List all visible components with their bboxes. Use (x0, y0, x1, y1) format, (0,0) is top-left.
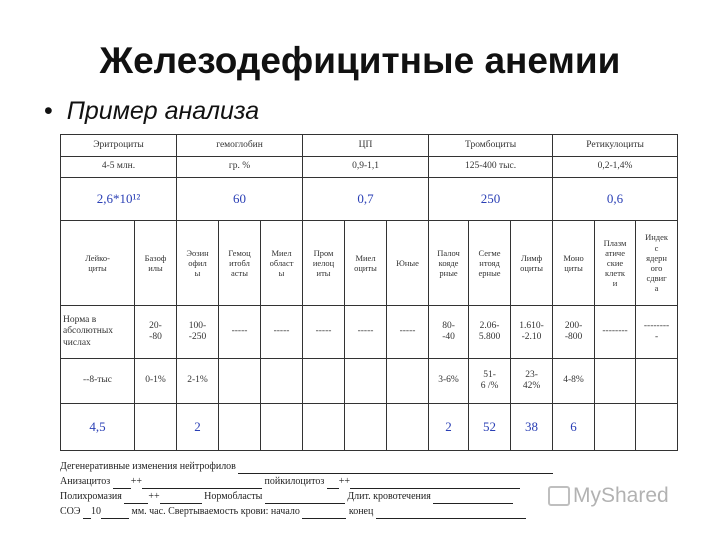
abs-norm-cell: 2.06- 5.800 (469, 306, 511, 359)
subheader-cell: Индек с ядерн ого сдвиг а (636, 221, 678, 306)
patient-value-cell: 6 (553, 404, 595, 451)
table-header-row (61, 135, 678, 157)
presentation-icon (548, 486, 570, 506)
patient-value-cell: 38 (511, 404, 553, 451)
header-cell: Тромбоциты (429, 135, 553, 157)
header-cell: Эритроциты (61, 135, 177, 157)
patient-value-cell: 2 (429, 404, 469, 451)
subheader-cell: Миел област ы (261, 221, 303, 306)
blank-field (302, 507, 346, 519)
subheader-cell: Базоф илы (135, 221, 177, 306)
patient-value-cell: 4,5 (61, 404, 135, 451)
abs-norm-cell: 200- -800 (553, 306, 595, 359)
table-subheader-row (61, 221, 678, 306)
footer-notes (60, 459, 553, 519)
footer-label: Длит. кровотечения (347, 491, 431, 502)
subheader-cell: Пром иелоц иты (303, 221, 345, 306)
watermark-text: MyShared (573, 484, 669, 507)
patient-value-cell (636, 404, 678, 451)
footer-line-4 (60, 504, 553, 519)
patient-value-cell: 52 (469, 404, 511, 451)
subheader-cell: Гемоц итобл асты (219, 221, 261, 306)
subheader-cell: Сегме нтояд ерные (469, 221, 511, 306)
blank-field (238, 462, 553, 474)
pct-norm-cell (261, 359, 303, 404)
subheader-cell: Лейко- циты (61, 221, 135, 306)
pct-norm-cell: 4-8% (553, 359, 595, 404)
pct-norm-cell: 3-6% (429, 359, 469, 404)
abs-norm-cell: ----- (219, 306, 261, 359)
footer-line-2 (60, 474, 553, 489)
table-patient-row (61, 404, 678, 451)
footer-value: ++ (338, 476, 351, 487)
footer-label: мм. час. Свертываемость крови: начало (131, 506, 300, 517)
abs-norm-cell: -------- (595, 306, 636, 359)
table-abs-norm-row (61, 306, 678, 359)
blank-field (327, 477, 339, 489)
blank-field (265, 492, 345, 504)
blank-field (142, 477, 262, 489)
value-cell: 60 (177, 178, 303, 221)
pct-norm-cell (387, 359, 429, 404)
pct-norm-cell: 23- 42% (511, 359, 553, 404)
value-cell: 0,7 (303, 178, 429, 221)
patient-value-cell (345, 404, 387, 451)
blood-test-table (60, 134, 678, 451)
bullet-icon: • (44, 97, 53, 125)
norm-cell: 0,2-1,4% (553, 157, 678, 178)
abs-norm-cell: 1.610- -2.10 (511, 306, 553, 359)
pct-norm-cell: 51- 6 /% (469, 359, 511, 404)
subheader-cell: Миел оциты (345, 221, 387, 306)
abs-norm-cell: ----- (387, 306, 429, 359)
blank-field (124, 492, 148, 504)
value-cell: 0,6 (553, 178, 678, 221)
table-pct-norm-row (61, 359, 678, 404)
footer-value: ++ (130, 476, 142, 487)
blank-field (83, 507, 91, 519)
footer-label: конец (348, 506, 374, 517)
patient-value-cell (595, 404, 636, 451)
abs-norm-cell: ----- (345, 306, 387, 359)
footer-label: Полихромазия (60, 491, 122, 502)
footer-value: ++ (148, 491, 160, 502)
norm-cell: 4-5 млн. (61, 157, 177, 178)
blank-field (160, 492, 202, 504)
footer-label: Анизацитоз (60, 476, 111, 487)
blank-field (113, 477, 131, 489)
abs-norm-cell: 20- -80 (135, 306, 177, 359)
subtitle-bullet (44, 97, 259, 126)
norm-cell: 0,9-1,1 (303, 157, 429, 178)
pct-norm-cell (636, 359, 678, 404)
footer-label: Нормобласты (204, 491, 263, 502)
pct-norm-cell: --8-тыс (61, 359, 135, 404)
abs-norm-cell: ----- (261, 306, 303, 359)
pct-norm-cell (219, 359, 261, 404)
footer-label: СОЭ (60, 506, 81, 517)
watermark-logo (548, 484, 669, 508)
patient-value-cell (261, 404, 303, 451)
footer-line-1 (60, 459, 553, 474)
subheader-cell: Плазм атиче ские клетк и (595, 221, 636, 306)
blank-field (376, 507, 526, 519)
abs-norm-cell: Норма в абсолютных числах (61, 306, 135, 359)
blank-field (433, 492, 513, 504)
pct-norm-cell: 0-1% (135, 359, 177, 404)
subheader-cell: Палоч коядe рные (429, 221, 469, 306)
patient-value-cell: 2 (177, 404, 219, 451)
abs-norm-cell: 80- -40 (429, 306, 469, 359)
subtitle-text: Пример анализа (66, 97, 260, 125)
pct-norm-cell (303, 359, 345, 404)
subheader-cell: Моно циты (553, 221, 595, 306)
abs-norm-cell: -------- - (636, 306, 678, 359)
header-cell: гемоглобин (177, 135, 303, 157)
patient-value-cell (219, 404, 261, 451)
abs-norm-cell: 100- -250 (177, 306, 219, 359)
pct-norm-cell: 2-1% (177, 359, 219, 404)
pct-norm-cell (595, 359, 636, 404)
abs-norm-cell: ----- (303, 306, 345, 359)
subheader-cell: Лимф оциты (511, 221, 553, 306)
pct-norm-cell (345, 359, 387, 404)
table-value-row (61, 178, 678, 221)
subheader-cell: Юные (387, 221, 429, 306)
blank-field (101, 507, 129, 519)
footer-label: пойкилоцитоз (264, 476, 325, 487)
norm-cell: гр. % (177, 157, 303, 178)
blank-field (350, 477, 520, 489)
patient-value-cell (303, 404, 345, 451)
patient-value-cell (387, 404, 429, 451)
footer-label: Дегенеративные изменения нейтрофилов (60, 461, 236, 472)
value-cell: 2,6*10¹² (61, 178, 177, 221)
norm-cell: 125-400 тыс. (429, 157, 553, 178)
header-cell: ЦП (303, 135, 429, 157)
footer-value: 10 (91, 506, 101, 517)
table-norm-row (61, 157, 678, 178)
slide-title: Железодефицитные анемии (99, 40, 621, 81)
patient-value-cell (135, 404, 177, 451)
header-cell: Ретикулоциты (553, 135, 678, 157)
subheader-cell: Эозин офил ы (177, 221, 219, 306)
footer-line-3 (60, 489, 553, 504)
value-cell: 250 (429, 178, 553, 221)
